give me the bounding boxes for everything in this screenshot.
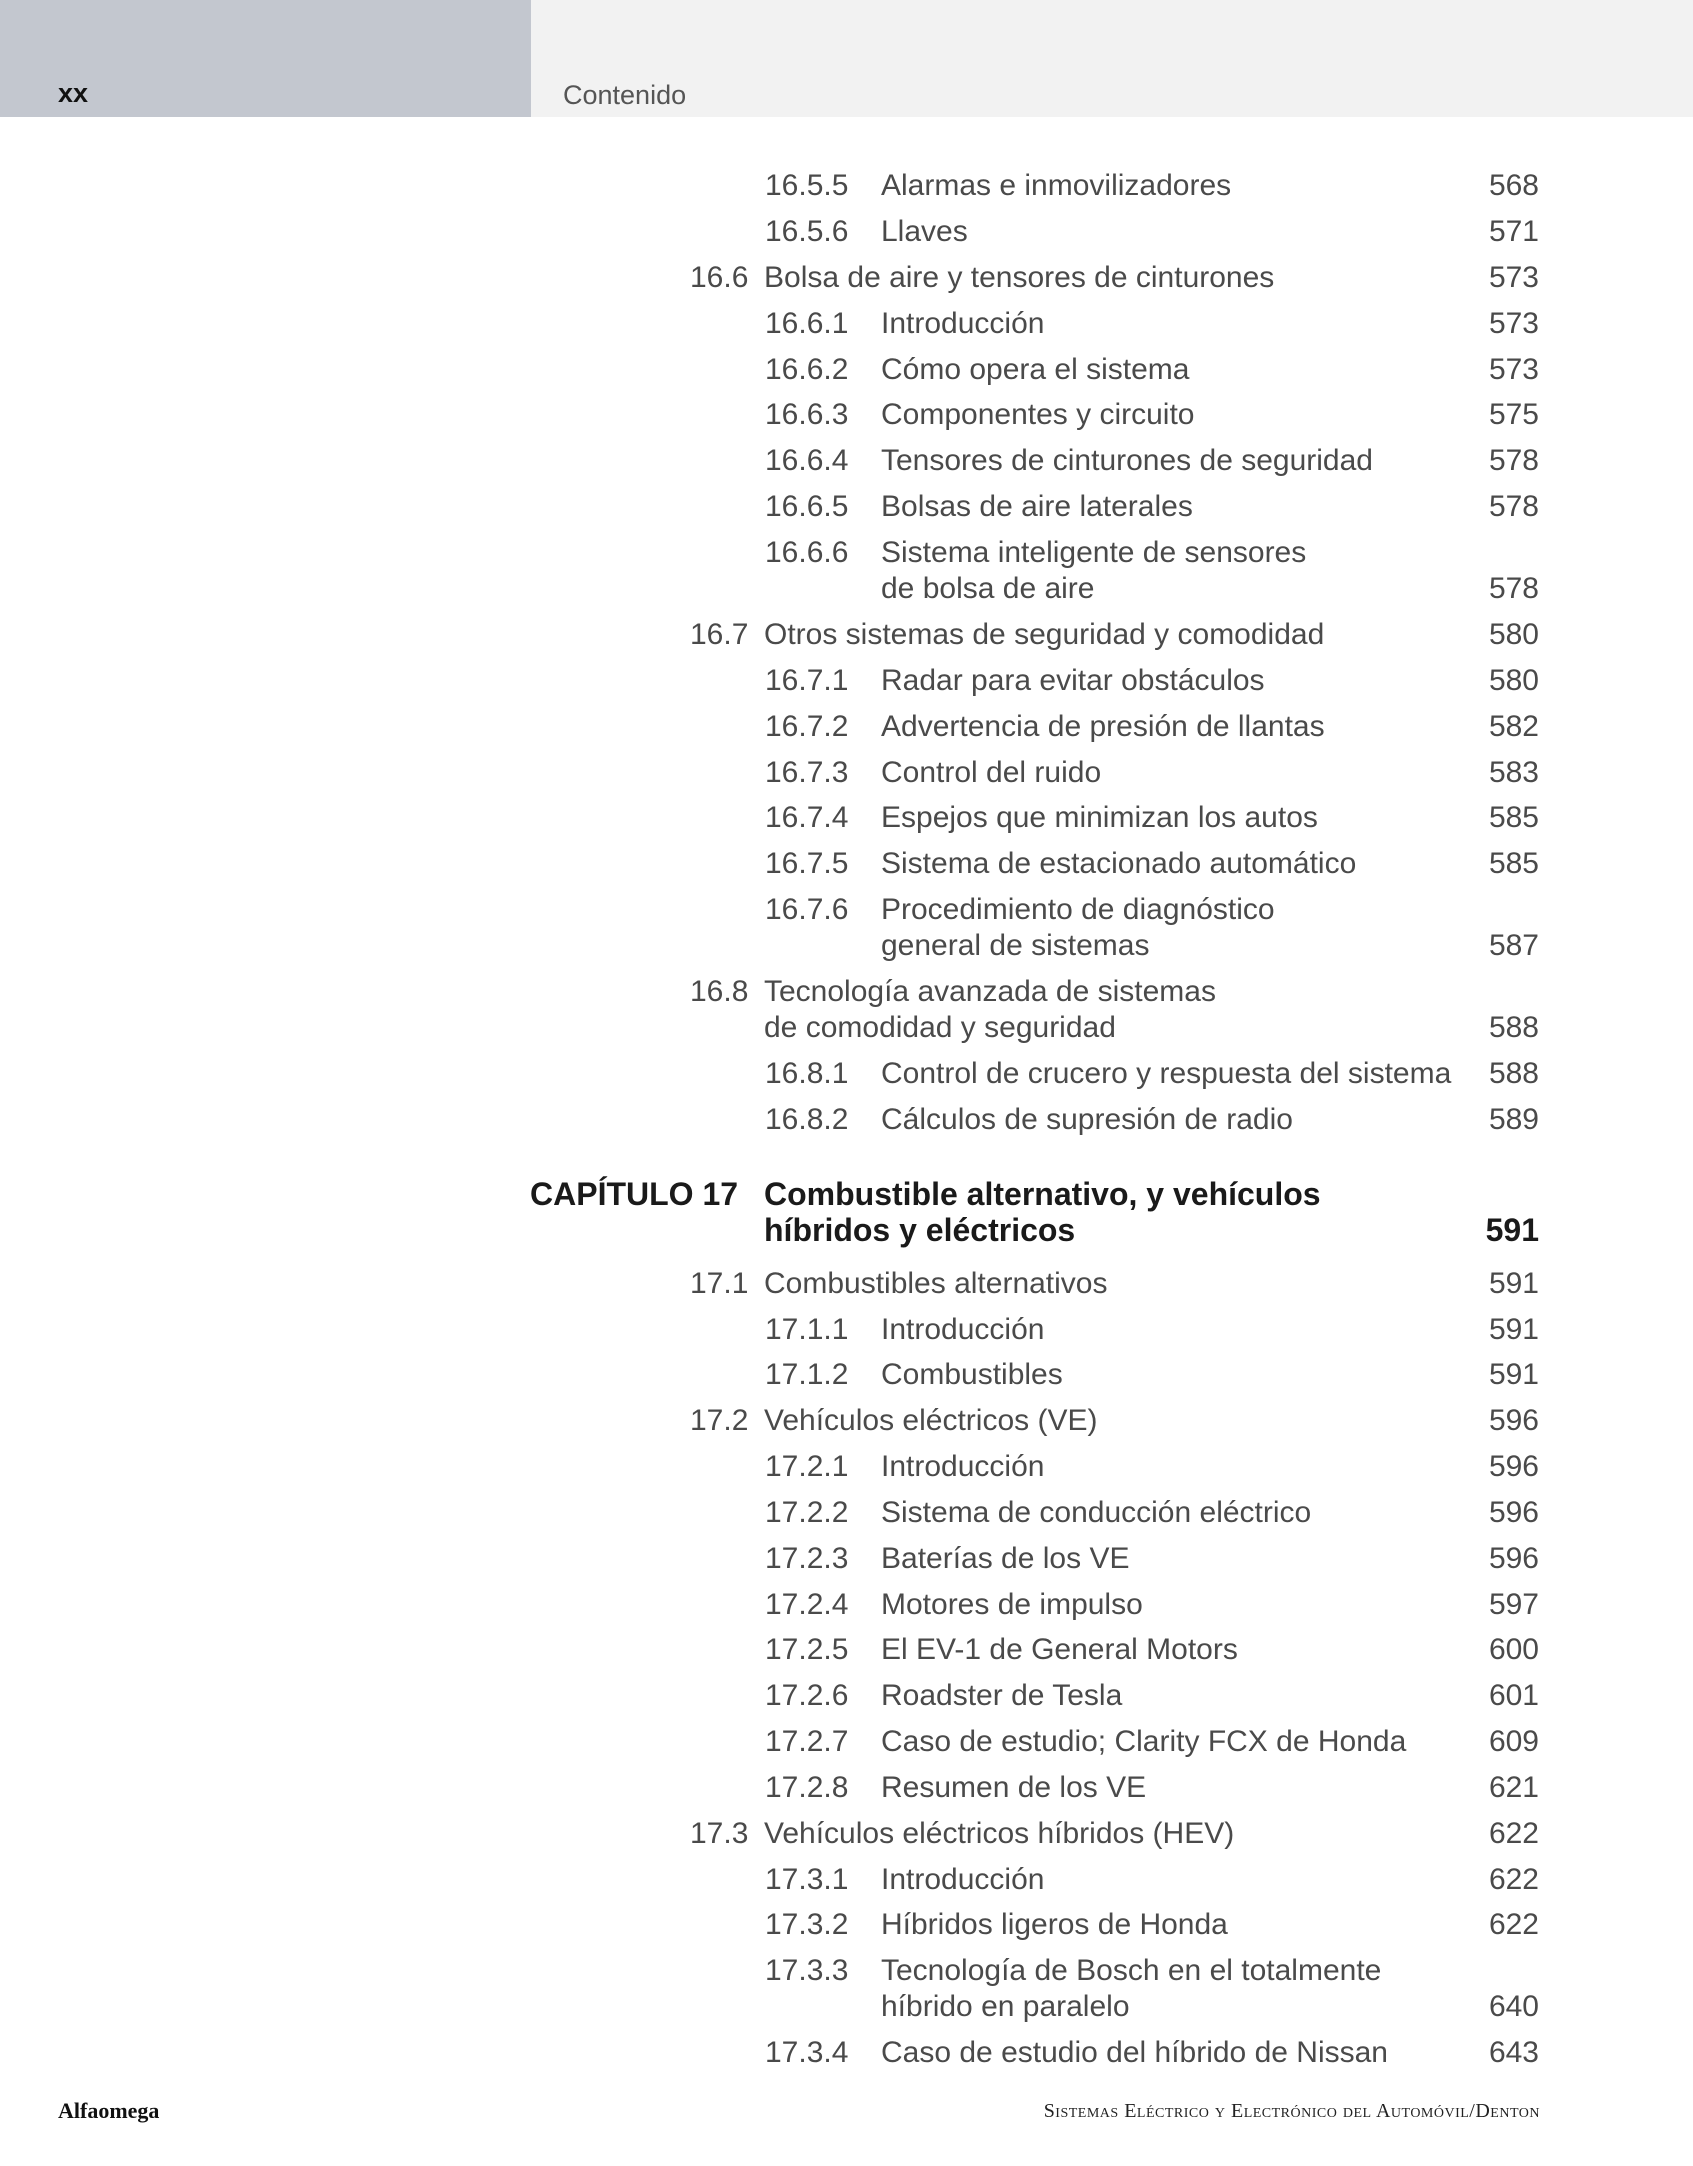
entry-page: 643: [1488, 2036, 1539, 2069]
entry-title: Combustibles: [881, 1358, 1063, 1391]
entry-page: 582: [1488, 710, 1539, 743]
entry-page: 588: [1488, 1057, 1539, 1090]
entry-page: 591: [1488, 1267, 1539, 1300]
entry-title-line: de bolsa de aire: [881, 572, 1095, 605]
entry-page: 580: [1488, 618, 1539, 651]
entry-page: 573: [1488, 353, 1539, 386]
entry-title: Caso de estudio; Clarity FCX de Honda: [881, 1725, 1407, 1758]
entry-title: Advertencia de presión de llantas: [881, 710, 1325, 743]
entry-title-line: Procedimiento de diagnóstico: [881, 893, 1275, 926]
section-label: Contenido: [563, 80, 687, 110]
entry-number: 17.2: [690, 1404, 749, 1437]
entry-title: Control de crucero y respuesta del sistema: [881, 1057, 1452, 1090]
entry-number: 16.7.2: [765, 710, 849, 743]
entry-title: El EV-1 de General Motors: [881, 1633, 1238, 1666]
entry-page: 575: [1488, 398, 1539, 431]
chapter-title-line: híbridos y eléctricos: [764, 1212, 1076, 1248]
footer-book-title: Sistemas Eléctrico y Electrónico del Automóvil/Denton: [1043, 2100, 1540, 2122]
entry-number: 16.7: [690, 618, 749, 651]
entry-page: 585: [1488, 801, 1539, 834]
entry-number: 16.7.6: [765, 893, 849, 926]
entry-page: 588: [1488, 1011, 1539, 1044]
entry-title: Radar para evitar obstáculos: [881, 664, 1265, 697]
entry-page: 622: [1488, 1863, 1539, 1896]
entry-page: 580: [1488, 664, 1539, 697]
entry-title: Componentes y circuito: [881, 398, 1195, 431]
entry-number: 17.2.6: [765, 1679, 849, 1712]
entry-title: Motores de impulso: [881, 1588, 1143, 1621]
entry-number: 16.6.1: [765, 307, 849, 340]
entry-number: 17.3.2: [765, 1908, 849, 1941]
entry-page: 587: [1488, 929, 1539, 962]
entry-page: 591: [1488, 1358, 1539, 1391]
entry-title-line: híbrido en paralelo: [881, 1990, 1130, 2023]
entry-page: 578: [1488, 572, 1539, 605]
footer-publisher: Alfaomega: [58, 2098, 160, 2123]
entry-page: 583: [1488, 756, 1539, 789]
entry-page: 571: [1488, 215, 1539, 248]
entry-number: 16.5.6: [765, 215, 849, 248]
entry-number: 17.3.1: [765, 1863, 849, 1896]
entry-number: 16.6.3: [765, 398, 849, 431]
entry-number: 17.1.1: [765, 1313, 849, 1346]
entry-title: Llaves: [881, 215, 968, 248]
entry-title: Vehículos eléctricos (VE): [764, 1404, 1098, 1437]
entry-title: Roadster de Tesla: [881, 1679, 1123, 1712]
entry-title-line: de comodidad y seguridad: [764, 1011, 1116, 1044]
entry-page: 601: [1488, 1679, 1539, 1712]
entry-page: 568: [1488, 169, 1539, 202]
entry-number: 17.3.3: [765, 1954, 849, 1987]
entry-title: Caso de estudio del híbrido de Nissan: [881, 2036, 1388, 2069]
entry-number: 16.8: [690, 975, 749, 1008]
chapter-title-line: Combustible alternativo, y vehículos: [764, 1176, 1321, 1212]
entry-page: 573: [1488, 261, 1539, 294]
entry-page: 596: [1488, 1542, 1539, 1575]
entry-title: Alarmas e inmovilizadores: [881, 169, 1232, 202]
entry-title: Sistema de estacionado automático: [881, 847, 1357, 880]
chapter-page: 591: [1485, 1212, 1539, 1248]
entry-page: 591: [1488, 1313, 1539, 1346]
entry-number: 17.3: [690, 1817, 749, 1850]
entry-page: 596: [1488, 1450, 1539, 1483]
chapter-number: CAPÍTULO 17: [530, 1176, 739, 1212]
entry-number: 16.6.6: [765, 536, 849, 569]
entry-title: Resumen de los VE: [881, 1771, 1147, 1804]
entry-page: 622: [1488, 1908, 1539, 1941]
entry-title: [881, 892, 1275, 964]
entry-title: Híbridos ligeros de Honda: [881, 1908, 1228, 1941]
entry-page: 596: [1488, 1496, 1539, 1529]
entry-number: 17.2.5: [765, 1633, 849, 1666]
entry-number: 16.7.3: [765, 756, 849, 789]
entry-title-line: Tecnología de Bosch en el totalmente: [881, 1954, 1382, 1987]
entry-number: 17.2.2: [765, 1496, 849, 1529]
entry-title: Tensores de cinturones de seguridad: [881, 444, 1373, 477]
entry-title: Sistema de conducción eléctrico: [881, 1496, 1312, 1529]
entry-title: Introducción: [881, 1450, 1045, 1483]
entry-page: 621: [1488, 1771, 1539, 1804]
entry-title: Bolsa de aire y tensores de cinturones: [764, 261, 1275, 294]
entry-number: 16.7.4: [765, 801, 849, 834]
entry-title: Introducción: [881, 307, 1045, 340]
entry-title: [764, 974, 1216, 1046]
entry-page: 597: [1488, 1588, 1539, 1621]
entry-number: 17.2.1: [765, 1450, 849, 1483]
entry-number: 16.6.5: [765, 490, 849, 523]
entry-number: 16.6.2: [765, 353, 849, 386]
entry-title-line: Sistema inteligente de sensores: [881, 536, 1307, 569]
entry-number: 16.8.1: [765, 1057, 849, 1090]
entry-number: 16.7.5: [765, 847, 849, 880]
entry-number: 17.2.4: [765, 1588, 849, 1621]
entry-number: 17.1.2: [765, 1358, 849, 1391]
entry-page: 596: [1488, 1404, 1539, 1437]
entry-number: 16.6: [690, 261, 749, 294]
entry-page: 585: [1488, 847, 1539, 880]
entry-number: 17.2.7: [765, 1725, 849, 1758]
entry-page: 609: [1488, 1725, 1539, 1758]
entry-page: 589: [1488, 1103, 1539, 1136]
entry-number: 17.3.4: [765, 2036, 849, 2069]
entry-page: 622: [1488, 1817, 1539, 1850]
entry-number: 17.2.8: [765, 1771, 849, 1804]
entry-title-line: general de sistemas: [881, 929, 1150, 962]
entry-number: 16.6.4: [765, 444, 849, 477]
entry-title: Espejos que minimizan los autos: [881, 801, 1318, 834]
entry-page: 640: [1488, 1990, 1539, 2023]
entry-number: 17.1: [690, 1267, 749, 1300]
entry-page: 573: [1488, 307, 1539, 340]
entry-title: [881, 1953, 1381, 2025]
entry-title: Cálculos de supresión de radio: [881, 1103, 1293, 1136]
entry-title: Combustibles alternativos: [764, 1267, 1108, 1300]
entry-title: Bolsas de aire laterales: [881, 490, 1193, 523]
entry-title: Otros sistemas de seguridad y comodidad: [764, 618, 1325, 651]
entry-title: Vehículos eléctricos híbridos (HEV): [764, 1817, 1235, 1850]
page-number: xx: [58, 78, 89, 108]
entry-title: Cómo opera el sistema: [881, 353, 1190, 386]
chapter-title: [764, 1176, 1321, 1248]
entry-title: Introducción: [881, 1313, 1045, 1346]
entry-number: 16.8.2: [765, 1103, 849, 1136]
entry-title-line: Tecnología avanzada de sistemas: [764, 975, 1216, 1008]
entry-title: Control del ruido: [881, 756, 1102, 789]
entry-page: 578: [1488, 490, 1539, 523]
entry-page: 578: [1488, 444, 1539, 477]
entry-title: Baterías de los VE: [881, 1542, 1130, 1575]
entry-page: 600: [1488, 1633, 1539, 1666]
entry-number: 16.5.5: [765, 169, 849, 202]
entry-number: 17.2.3: [765, 1542, 849, 1575]
entry-title: Introducción: [881, 1863, 1045, 1896]
entry-number: 16.7.1: [765, 664, 849, 697]
entry-title: [881, 535, 1306, 607]
